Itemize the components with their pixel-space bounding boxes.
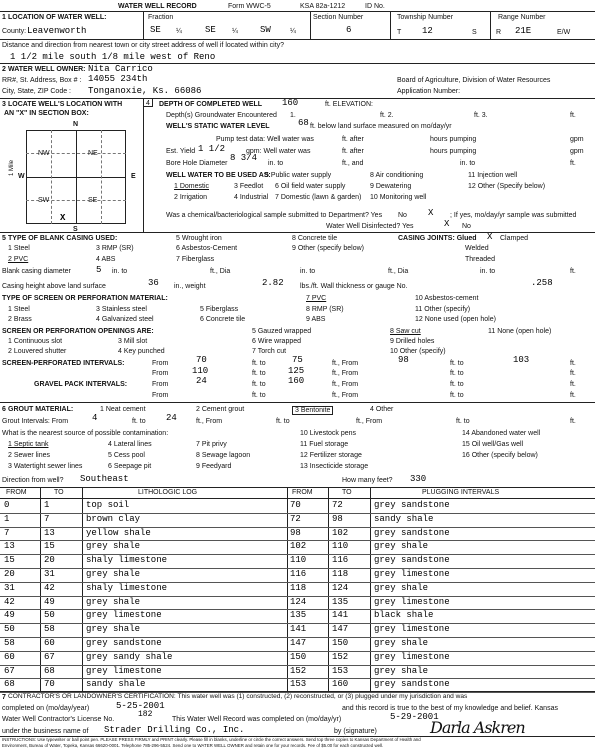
screen-heading: TYPE OF SCREEN OR PERFORATION MATERIAL: (2, 295, 168, 302)
plug-cell: grey shale (374, 582, 429, 593)
plug-cell: 135 (332, 596, 349, 607)
log-cell: 15 (4, 555, 15, 566)
plug-cell: 147 (290, 638, 307, 648)
log-cell: grey shale (86, 569, 141, 579)
log-cell: yellow shale (86, 527, 151, 538)
plug-cell: 135 (290, 610, 307, 621)
static-level-value: 68 (298, 118, 309, 128)
township-label: Township Number (397, 14, 454, 21)
perf-from-3: 110 (192, 366, 209, 376)
county-value: Leavenworth (27, 26, 87, 36)
section-label: Section Number (313, 14, 364, 21)
record-date: 5-29-2001 (390, 712, 439, 722)
plug-cell: 160 (332, 679, 349, 690)
log-cell: 42 (44, 582, 55, 593)
distance-value: 1 1/2 mile south 1/8 mile west of Reno (10, 52, 216, 62)
owner-name: Nita Carrico (88, 64, 153, 74)
owner-address: 14055 234th (88, 74, 148, 84)
casing-diam-value: 5 (96, 265, 102, 275)
fraction-3: SW (260, 25, 271, 35)
plug-cell: grey limestone (374, 651, 450, 662)
plug-cell: 98 (332, 513, 343, 524)
perf-to-2: 103 (513, 355, 530, 365)
section-box-heading-2: AN "X" IN SECTION BOX: (4, 110, 89, 117)
log-cell: 68 (44, 665, 55, 676)
completed-date: 5-25-2001 (116, 701, 165, 711)
plug-cell: 124 (290, 596, 307, 607)
plug-cell: 150 (290, 651, 307, 662)
plug-cell: 116 (332, 555, 349, 566)
log-cell: brown clay (86, 513, 141, 524)
grout-label: GROUT MATERIAL: (8, 406, 74, 413)
plug-cell: black shale (374, 610, 434, 621)
grout-bentonite: 3 Bentonite (292, 406, 333, 415)
plug-cell: 118 (332, 569, 349, 579)
perf-to-3: 125 (288, 366, 305, 376)
log-cell: 20 (4, 569, 15, 579)
plug-cell: 147 (332, 624, 349, 635)
log-cell: 60 (4, 651, 15, 662)
opening-saw-cut: 8 Saw cut (390, 328, 421, 335)
plug-cell: 110 (290, 555, 307, 566)
plug-cell: sandy shale (374, 513, 434, 524)
log-cell: grey shale (86, 624, 141, 635)
log-cell: grey sandstone (86, 638, 162, 648)
grout-to-value: 24 (166, 413, 177, 423)
fraction-label: Fraction (148, 14, 174, 21)
license-number: 182 (138, 710, 153, 719)
screen-pvc: 7 PVC (306, 295, 327, 302)
perf-from-1: 70 (196, 355, 207, 365)
city-label: City, State, ZIP Code : (2, 88, 71, 95)
plug-cell: 124 (332, 582, 349, 593)
county-label: County: (2, 28, 27, 35)
perf-label: SCREEN-PERFORATED INTERVALS: (2, 360, 125, 367)
log-cell: 67 (44, 651, 55, 662)
board-label: Board of Agriculture, Division of Water Resources (397, 77, 551, 84)
log-cell: 7 (44, 513, 50, 524)
range-value: 21E (515, 26, 532, 36)
plug-cell: grey shale (374, 665, 429, 676)
log-cell: 50 (44, 610, 55, 621)
casing-pvc: 2 PVC (8, 256, 29, 263)
casing-height-value: 36 (148, 278, 159, 288)
plug-cell: grey sandstone (374, 555, 450, 566)
use-heading: WELL WATER TO BE USED AS: (166, 172, 271, 179)
plug-cell: 152 (290, 665, 307, 676)
plug-cell: 72 (290, 513, 301, 524)
perf-to-1: 75 (292, 355, 303, 365)
location-heading: LOCATION OF WATER WELL: (8, 14, 107, 21)
gravel-from-1: 24 (196, 376, 207, 386)
log-cell: 58 (44, 624, 55, 635)
form-number: Form WWC-5 (228, 3, 271, 10)
use-domestic: 1 Domestic (174, 183, 210, 190)
township-value: 12 (422, 26, 433, 36)
log-cell: 15 (44, 541, 55, 552)
west-label: W (18, 173, 25, 180)
log-cell: 49 (44, 596, 55, 607)
wall-thickness-value: .258 (531, 278, 553, 288)
form-title: WATER WELL RECORD (118, 3, 197, 10)
plug-cell: 72 (332, 500, 343, 510)
plug-cell: grey sandstone (374, 679, 450, 690)
log-cell: shaly limestone (86, 582, 168, 593)
plug-cell: 152 (332, 651, 349, 662)
plug-cell: 153 (290, 679, 307, 690)
ksa-ref: KSA 82a-1212 (300, 3, 346, 10)
depth-value: 160 (282, 98, 299, 108)
log-cell: 67 (4, 665, 15, 676)
section-box-heading: LOCATE WELL'S LOCATION WITH (8, 101, 123, 108)
log-cell: 0 (4, 500, 10, 510)
log-cell: 1 (4, 513, 10, 524)
lithologic-log-table: FROM TO LITHOLOGIC LOG FROM TO PLUGGING INTERVALS 0 1 top soil 70 72 grey sandstone 1 7 brown clay 72 98 sandy shale 7 13 yellow shale 98 102 grey sandstone 13 15 grey shale 102 110 grey shale 15 20 shaly limestone 110 116 grey sandstone 20 31 grey shale 116 118 grey limestone 31 42 shaly limestone 118 124 grey shale 42 49 grey shale 124 135 grey limestone 49 50 grey limestone 135 141 black shale 50 58 grey shale 141 147 grey limestone 58 60 grey sandstone 147 150 grey shale 60 67 grey sandy shale 150 152 grey limestone 67 68 grey limestone 152 153 grey shale 68 70 sandy shale 153 160 grey sandstone (0, 487, 595, 691)
plug-cell: 150 (332, 638, 349, 648)
plug-cell: 141 (332, 610, 349, 621)
perf-from-2: 98 (398, 355, 409, 365)
plug-cell: 70 (290, 500, 301, 510)
owner-city: Tonganoxie, Ks. 66086 (88, 86, 202, 96)
fraction-2: SE (205, 25, 216, 35)
plug-cell: 141 (290, 624, 307, 635)
log-cell: 31 (4, 582, 15, 593)
gravel-to-1: 160 (288, 376, 305, 386)
plug-cell: grey shale (374, 638, 429, 648)
south-label: S (73, 226, 78, 233)
log-cell: 49 (4, 610, 15, 621)
depth-label: DEPTH OF COMPLETED WELL (159, 101, 263, 108)
log-cell: sandy shale (86, 679, 146, 690)
log-cell: 13 (44, 527, 55, 538)
instructions-1: INSTRUCTIONS: Use typewriter or ball point pen. PLEASE PRESS FIRMLY and PRINT clearly. Please fill in blanks, underline or circle the correct answers. Send top three copies to Kansas Department of Health and (2, 737, 421, 742)
plug-cell: 153 (332, 665, 349, 676)
range-label: Range Number (498, 14, 546, 21)
log-cell: shaly limestone (86, 555, 168, 566)
bore-value: 8 3/4 (230, 153, 258, 163)
section-value: 6 (346, 25, 352, 35)
casing-heading: TYPE OF BLANK CASING USED: (8, 235, 118, 242)
plug-cell: grey sandstone (374, 527, 450, 538)
plug-cell: 118 (290, 582, 307, 593)
log-cell: grey limestone (86, 665, 162, 676)
log-cell: grey shale (86, 541, 141, 552)
grout-from-value: 4 (92, 413, 98, 423)
signature: Darla Askren (430, 718, 525, 737)
log-cell: 50 (4, 624, 15, 635)
plug-cell: 110 (332, 541, 349, 552)
east-label: E (131, 173, 136, 180)
plug-cell: grey shale (374, 541, 429, 552)
plug-cell: 116 (290, 569, 307, 579)
contam-septic: 1 Septic tank (8, 441, 49, 448)
log-cell: 1 (44, 500, 50, 510)
feet-value: 330 (410, 474, 427, 484)
instructions-2: Environment, Bureau of Water, Topeka, Kansas 66620-0001. Telephone 785-296-5524. Send one to WATER WELL OWNER and retain one for your records. Fee of $5.00 for each constructed well. (2, 743, 384, 748)
fraction-1: SE (150, 25, 161, 35)
log-cell: grey sandy shale (86, 651, 173, 662)
log-cell: grey limestone (86, 610, 162, 621)
log-cell: 42 (4, 596, 15, 607)
plug-cell: 98 (290, 527, 301, 538)
plug-cell: grey sandstone (374, 500, 450, 510)
plug-cell: 102 (290, 541, 307, 552)
plug-cell: grey limestone (374, 596, 450, 607)
well-record-form: WATER WELL RECORD Form WWC-5 KSA 82a-1212 ID No. 1 LOCATION OF WATER WELL: Fraction Section Number Township Number Range Number County: Leavenworth SE ¼ SE ¼ SW ¼ 6 T 12 S R 21E E/W Distance and direction from nearest town or city street address of well if located within city? 1 1/2 mile south 1/8 mile west of Reno 2 WATER WELL OWNER: Nita Carrico RR#, St. Address, Box # : 14055 234th City, State, ZIP Code : Tonganoxie, Ks. 66086 Board of Agriculture, Division of Water Resources Application Number: 3 LOCATE WELL'S LOCATION WITH AN "X" IN SECTION BOX: 4 N S W E NW NE SW SE 1 Mile X DEPTH OF COMPLETED WELL 160 ft. ELEVATION: Depth(s) Groundwater Encountered 1. ft. 2. ft. 3. ft. WELL'S STATIC WATER LEVEL 68 ft. below land surface measured on mo/day/yr Pump test data: Well water was ft. after hours pumping gpm Est. Yield 1 1/2 gpm: Well water was ft. after hours pumping gpm Bore Hole Diameter 8 3/4 in. to ft., and in. to ft. WELL WATER TO BE USED AS: 1 Domestic 3 Feedlot 5 Public water supply 8 Air conditioning 11 Injection well 2 Irrigation 4 Industrial 6 Oil field water supply 9 Dewatering 12 Other (Specify below) 7 Domestic (lawn & garden) 10 Monitoring well Was a chemical/bacteriological sample submitted to Department? Yes No X ; If yes, mo/day/yr sample was submitted Water Well Disinfected? Yes X No 5 TYPE OF BLANK CASING USED: 1 Steel 2 PVC 3 RMP (SR) 4 ABS 5 Wrought iron 6 Asbestos-Cement 7 Fiberglass 8 Concrete tile 9 Other (specify below) CASING JOINTS: Glued X Clamped Welded Threaded Blank casing diameter 5 in. to ft., Dia in. to ft., Dia in. to ft. Casing height above land surface 36 in., weight 2.82 lbs./ft. Wall thickness or gauge No. .258 TYPE OF SCREEN OR PERFORATION MATERIAL: 1 Steel 2 Brass 3 Stainless steel 4 Galvanized steel 5 Fiberglass 6 Concrete tile 7 PVC 8 RMP (SR) 9 ABS 10 Asbestos-cement 11 Other (specify) 12 None used (open hole) SCREEN OR PERFORATION OPENINGS ARE: 1 Continuous slot 2 Louvered shutter 3 Mill slot 4 Key punched 5 Gauzed wrapped 6 Wire wrapped 7 Torch cut 8 Saw cut 9 Drilled holes 10 Other (specify) 11 None (open hole) SCREEN-PERFORATED INTERVALS: From 70 ft. to 75 ft., From 98 ft. to 103 ft. From 110 ft. to 125 ft., From ft. to ft. GRAVEL PACK INTERVALS: From 24 ft. to 160 ft., From ft. to ft. From ft. to ft., From ft. to ft. 6 GROUT MATERIAL: 1 Neat cement 2 Cement grout 3 Bentonite 4 Other Grout Intervals: From 4 ft. to 24 ft., From ft. to ft., From ft. to ft. What is the nearest source of possible contamination: 1 Septic tank 4 Lateral lines 7 Pit privy 10 Livestock pens 14 Abandoned water well 2 Sewer lines 5 Cess pool 8 Sewage lagoon 11 Fuel storage 15 Oil well/Gas well 3 Watertight sewer lines 6 Seepage pit 9 Feedyard 12 Fertilizer storage 16 Other (specify below) 13 Insecticide storage Direction from well? Southeast How many feet? 330 FROM TO LITHOLOGIC LOG FROM TO PLUGGING INTERVALS 0 1 top soil 70 72 grey sandstone 1 7 brown clay 72 98 sandy shale 7 13 yellow shale 98 102 grey sandstone 13 15 grey shale 102 110 grey shale 15 20 shaly limestone 110 116 grey sandstone 20 31 grey shale 116 118 grey limestone 31 42 shaly limestone 118 124 grey shale 42 49 grey shale 124 135 grey limestone 49 50 grey limestone 135 141 black shale 50 58 grey shale 141 147 grey limestone 58 60 grey sandstone 147 150 grey shale 60 67 grey sandy shale 150 152 grey limestone 67 68 grey limestone 152 153 grey shale 68 70 sandy shale 153 160 grey sandstone 7 CONTRACTOR'S OR LANDOWNER'S CERTIFICATION: This water well was (1) constructed, (2) reconstructed, or (3) plugged under my jurisdiction and was completed on (mo/day/year) 5-25-2001 and this record is true to the best of my knowledge and belief. Kansas Water Well Contractor's License No. 182 This Water Well Record was completed on (mo/day/yr) 5-29-2001 under the business name of Strader Drilling Co., Inc. by (signature) Darla Askren INSTRUCTIONS: Use typewriter or ball point pen. PLEASE PRESS FIRMLY and PRINT clearly. Please fill in blanks, underline or circle the correct answers. Send top three copies to Kansas Department of Health and Environment, Bureau of Water, Topeka, Kansas 66620-0001. Telephone 785-296-5524. Send one to WATER WELL OWNER and retain one for your records. Fee of $5.00 for each constructed well. (0, 0, 595, 749)
log-cell: 31 (44, 569, 55, 579)
log-cell: 60 (44, 638, 55, 648)
section-x-mark: X (60, 213, 66, 223)
address-label: RR#, St. Address, Box # : (2, 77, 82, 84)
casing-weight-value: 2.82 (262, 278, 284, 288)
cert-text: CONTRACTOR'S OR LANDOWNER'S CERTIFICATION: This water well was (1) constructed, (2) reconstructed, or (3) plugged under my jurisdiction and was (8, 693, 468, 700)
direction-value: Southeast (80, 474, 129, 484)
owner-label: WATER WELL OWNER: (8, 66, 86, 73)
app-number-label: Application Number: (397, 88, 461, 95)
yield-value: 1 1/2 (198, 144, 226, 154)
gravel-label: GRAVEL PACK INTERVALS: (34, 381, 128, 388)
id-no-label: ID No. (365, 3, 385, 10)
plug-cell: grey limestone (374, 624, 450, 635)
plug-cell: 102 (332, 527, 349, 538)
log-cell: 70 (44, 679, 55, 690)
distance-label: Distance and direction from nearest town or city street address of well if located within city? (2, 42, 285, 49)
log-cell: 7 (4, 527, 10, 538)
log-cell: 58 (4, 638, 15, 648)
plug-cell: grey limestone (374, 569, 450, 579)
log-cell: top soil (86, 500, 130, 510)
log-cell: 13 (4, 541, 15, 552)
north-label: N (73, 121, 79, 128)
business-name: Strader Drilling Co., Inc. (104, 725, 245, 735)
log-cell: grey shale (86, 596, 141, 607)
log-cell: 20 (44, 555, 55, 566)
log-cell: 68 (4, 679, 15, 690)
